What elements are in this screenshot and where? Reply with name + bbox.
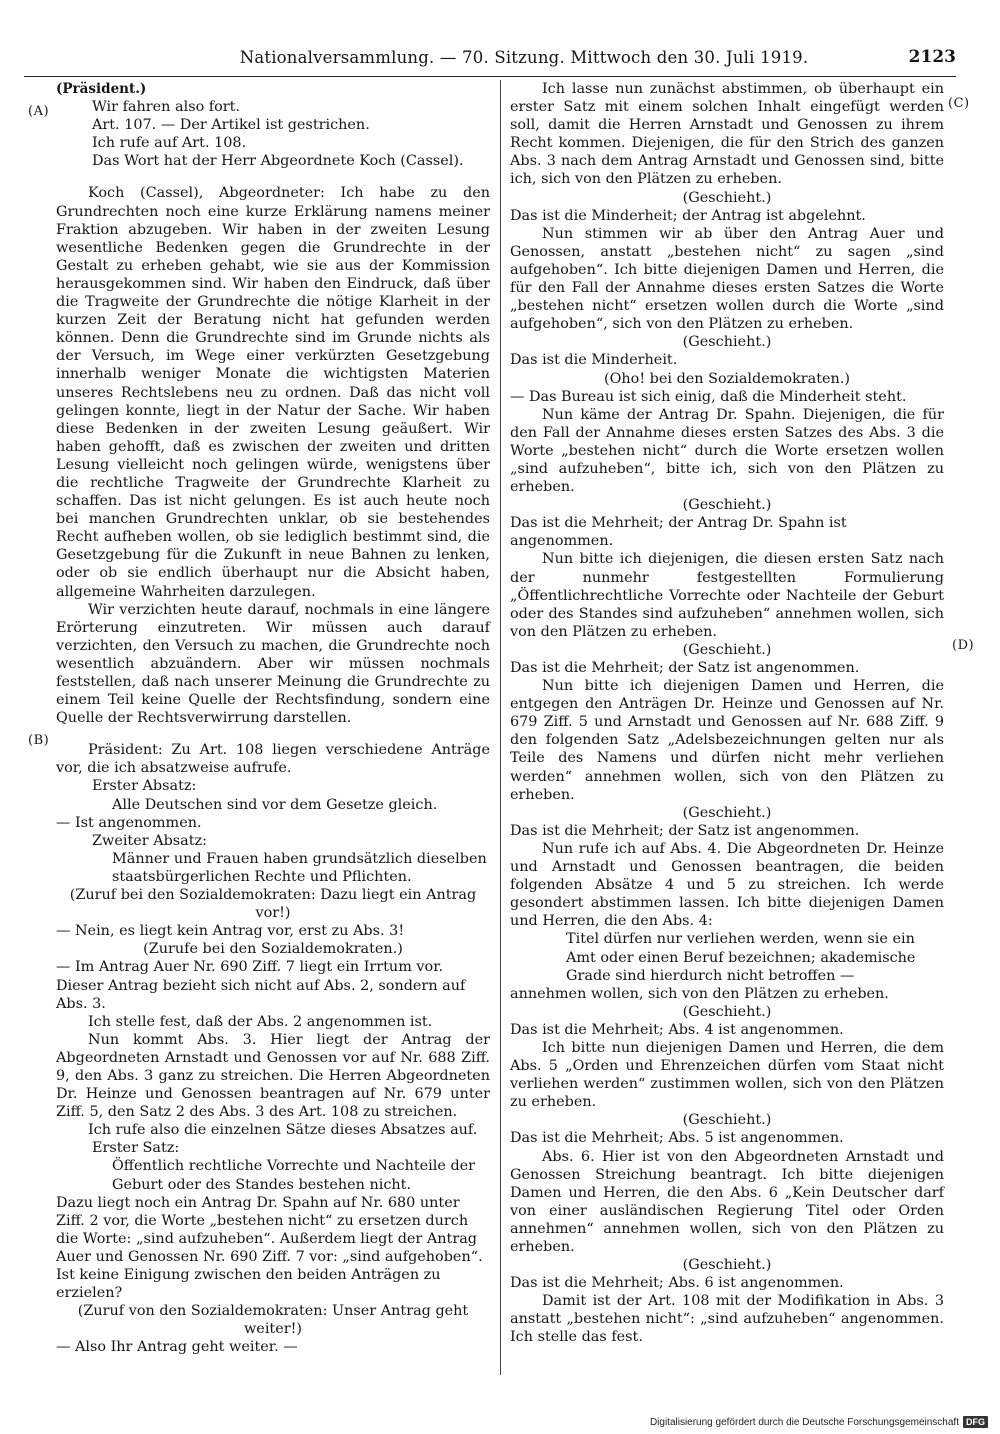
paragraph: Nun kommt Abs. 3. Hier liegt der Antrag der Abgeordneten Arnstadt und Genossen vor auf Nr. 688 Ziff. 9, den Abs. 3 ganz zu streichen. Die Herren Abgeordneten Dr. Heinze und Genossen beantragen auf Nr. 679 unter Ziff. 5, den Satz 2 des Abs. 3 des Art. 108 zu streichen. [56,1031,490,1121]
quoted-text: Männer und Frauen haben grundsätzlich dieselben staatsbürgerlichen Rechte und Pflichten. [112,850,487,885]
paragraph: Dazu liegt noch ein Antrag Dr. Spahn auf Nr. 680 unter Ziff. 2 vor, die Worte „bestehen nicht“ zu ersetzen durch die Worte: „sind aufzuheben“. Außerdem liegt der Antrag Auer und Genossen Nr. 690 Ziff. 7 vor: „sind aufgehoben“. Ist keine Einigung zwischen den beiden Anträgen zu erzielen? [56,1194,483,1302]
paragraph: — Das Bureau ist sich einig, daß die Minderheit steht. [510,388,907,405]
speech-praesident: Präsident: Zu Art. 108 liegen verschiedene Anträge vor, die ich absatzweise aufrufe. [56,742,490,777]
paragraph: Nun bitte ich diejenigen Damen und Herren, die entgegen den Anträgen Dr. Heinze und Genossen auf Nr. 679 Ziff. 5 und Arnstadt und Genossen auf Nr. 688 Ziff. 9 den folgenden Satz „Adelsbezeichnungen gelten nur als Teile des Namens und dürfen nicht mehr verliehen werden“ annehmen wollen, sich von den Plätzen zu erheben. [510,678,944,803]
paragraph: Damit ist der Art. 108 mit der Modifikation in Abs. 3 anstatt „bestehen nicht“: „sind aufzuheben“ angenommen. Ich stelle das fest. [510,1293,944,1346]
paragraph: Ich rufe also die einzelnen Sätze dieses Absatzes auf. [88,1122,478,1139]
paragraph: Das ist die Mehrheit; Abs. 5 ist angenommen. [510,1130,844,1147]
paragraph: Art. 107. — Der Artikel ist gestrichen. [92,117,370,134]
interjection: (Oho! bei den Sozialdemokraten.) [603,370,851,387]
paragraph: Nun stimmen wir ab über den Antrag Auer und Genossen, anstatt „bestehen nicht“ zu sagen „sind aufgehoben“. Ich bitte diejenigen Damen und Herren, die für den Fall der Annahme dieses ersten Satzes die Worte „bestehen nicht“ ersetzen wollen durch die Worte „sind aufgehoben“, sich von den Plätzen zu erheben. [510,225,944,333]
paragraph: Das ist die Mehrheit; Abs. 4 ist angenommen. [510,1021,844,1038]
paragraph: Ich lasse nun zunächst abstimmen, ob überhaupt ein erster Satz mit einem solchen Inhalt eingefügt werden soll, damit die Herren Arnstadt und Genossen zu ihrem Recht kommen. Diejenigen, die für den Strich des ganzen Abs. 3 nach dem Antrag Arnstadt und Genossen sind, bitte ich, sich von den Plätzen zu erheben. [510,81,944,188]
paragraph: Ich rufe auf Art. 108. [92,135,247,152]
paragraph: Nun rufe ich auf Abs. 4. Die Abgeordneten Dr. Heinze und Arnstadt und Genossen beantragen, die beiden folgenden Absätze 4 und 5 zu streichen. Ich werde gesondert abstimmen lassen. Ich bitte diejenigen Damen und Herren, die den Abs. 4: [510,840,944,930]
column-divider [500,80,501,1375]
interjection: (Geschieht.) [682,189,772,206]
paragraph: Das ist die Mehrheit; der Satz ist angenommen. [510,660,860,676]
footer [650,1414,988,1430]
paragraph: Ich bitte nun diejenigen Damen und Herren, die dem Abs. 5 „Orden und Ehrenzeichen dürfen vom Staat nicht verliehen werden“ zustimmen wollen, sich von den Plätzen zu erheben. [510,1039,944,1111]
paragraph: Erster Absatz: [92,778,197,795]
paragraph: Wir fahren also fort. [92,99,241,116]
paragraph: Zweiter Absatz: [92,832,207,849]
left-column [56,80,490,1356]
paragraph: — Also Ihr Antrag geht weiter. — [56,1339,298,1356]
margin-mark-a: (A) [28,104,50,119]
paragraph: Wir verzichten heute darauf, nochmals in eine längere Erörterung einzutreten. Wir müssen auch darauf verzichten, den Versuch zu machen, die Grundrechte noch wesentlich abzuändern. Aber wir müssen nochmals feststellen, daß nach unserer Meinung die Grundrechte zu einem Teil keine Quelle der Rechtsfindung, sondern eine Quelle der Rechtsverwirrung darstellen. [56,601,490,727]
interjection: (Geschieht.) [682,804,772,821]
paragraph: Abs. 6. Hier ist von den Abgeordneten Arnstadt und Genossen Streichung beantragt. Ich bitte diejenigen Damen und Herren, die den Abs. 6 „Kein Deutscher darf von einer ausländischen Regierung Titel oder Orden annehmen“ annehmen wollen, sich von den Plätzen zu erheben. [510,1148,944,1255]
interjection: (Geschieht.) [682,1257,772,1274]
margin-mark-c: (C) [948,96,970,111]
interjection: (Geschieht.) [682,334,772,351]
paragraph: Das ist die Minderheit; der Antrag ist abgelehnt. [510,207,866,224]
paragraph: — Im Antrag Auer Nr. 690 Ziff. 7 liegt ein Irrtum vor. Dieser Antrag bezieht sich nicht auf Abs. 2, sondern auf Abs. 3. [56,959,466,1012]
interjection: (Geschieht.) [682,641,772,658]
paragraph: Das ist die Mehrheit; der Satz ist angenommen. [510,822,860,839]
paragraph: Das Wort hat der Herr Abgeordnete Koch (Cassel). [92,153,464,170]
interjection: (Zuruf bei den Sozialdemokraten: Dazu liegt ein Antrag vor!) [69,887,477,922]
quoted-text: Titel dürfen nur verliehen werden, wenn sie ein Amt oder einen Beruf bezeichnen; akademische Grade sind hierdurch nicht betroffen — [566,931,916,984]
interjection: (Geschieht.) [682,1112,772,1129]
right-column [510,80,944,1347]
paragraph: Ich stelle fest, daß der Abs. 2 angenommen ist. [88,1013,433,1030]
margin-mark-d: (D) [952,638,975,653]
page-header [24,46,956,77]
paragraph: — Nein, es liegt kein Antrag vor, erst zu Abs. 3! [56,923,405,940]
paragraph: — Ist angenommen. [56,814,202,831]
paragraph: Nun käme der Antrag Dr. Spahn. Diejenigen, die für den Fall der Annahme dieses ersten Satzes des Abs. 3 die Worte „bestehen nicht“ durch die Worte ersetzen wollen „sind aufzuheben“, bitte ich, sich von den Plätzen zu erheben. [510,406,944,496]
paragraph: annehmen wollen, sich von den Plätzen zu erheben. [510,985,889,1002]
speaker-header: (Präsident.) [56,81,147,97]
paragraph: Das ist die Mehrheit; der Antrag Dr. Spahn ist angenommen. [510,515,847,550]
paragraph: Nun bitte ich diejenigen, die diesen ersten Satz nach der nunmehr festgestellten Formulierung „Öffentlichrechtliche Vorrechte oder Nachteile der Geburt oder des Standes sind aufzuheben“ annehmen wollen, sich von den Plätzen zu erheben. [510,551,944,640]
paragraph: Erster Satz: [92,1140,180,1157]
paragraph: Das ist die Minderheit. [510,352,678,369]
footer-text: Digitalisierung gefördert durch die Deutsche Forschungsgemeinschaft [649,1416,959,1428]
interjection: (Geschieht.) [682,497,772,514]
dfg-logo: DFG [963,1416,988,1428]
speech-koch: Koch (Cassel), Abgeordneter: Ich habe zu den Grundrechten noch eine kurze Erklärung namens meiner Fraktion abzugeben. Wir haben in der zweiten Lesung wesentliche Bedenken gegen die Grundrechte in der Gestalt zu erheben gehabt, wie sie aus der Kommission herausgekommen sind. Wir haben den Eindruck, daß über die Tragweite der Grundrechte die nötige Klarheit in der kurzen Zeit der Beratung nicht hat gefunden werden können. Denn die Grundrechte sind im Grunde nichts als der Versuch, im Wege einer verkürzten Gesetzgebung innerhalb weniger Monate die wichtigsten Materien unseres Rechtslebens neu zu ordnen. Daß das nicht voll gelingen konnte, liegt in der Natur der Sache. Wir haben diese Bedenken in der zweiten Lesung geäußert. Wir haben gehofft, daß es zwischen der zweiten und dritten Lesung vielleicht noch gelingen würde, wenigstens über die rechtliche Tragweite der Grundrechte Klarheit zu schaffen. Das ist nicht gelungen. Es ist auch heute noch bei manchen Grundrechten unklar, ob sie bestehendes Recht aufheben wollen, ob sie lediglich bestimmt sind, die Gesetzgebung für die Zukunft in neue Bahnen zu lenken, oder ob sie endlich überhaupt nur die Absicht haben, allgemeine Wahrheiten darzulegen. [56,185,490,600]
interjection: (Zurufe bei den Sozialdemokraten.) [143,941,403,958]
quoted-text: Öffentlich rechtliche Vorrechte und Nachteile der Geburt oder des Standes bestehen nicht. [112,1158,476,1193]
running-title: Nationalversammlung. — 70. Sitzung. Mittwoch den 30. Juli 1919. [239,48,809,67]
quoted-text: Alle Deutschen sind vor dem Gesetze gleich. [112,796,438,813]
margin-mark-b: (B) [28,733,50,748]
paragraph: Das ist die Mehrheit; Abs. 6 ist angenommen. [510,1275,844,1292]
interjection: (Zuruf von den Sozialdemokraten: Unser Antrag geht weiter!) [77,1303,469,1338]
interjection: (Geschieht.) [682,1003,772,1020]
page-number: 2123 [908,47,956,67]
